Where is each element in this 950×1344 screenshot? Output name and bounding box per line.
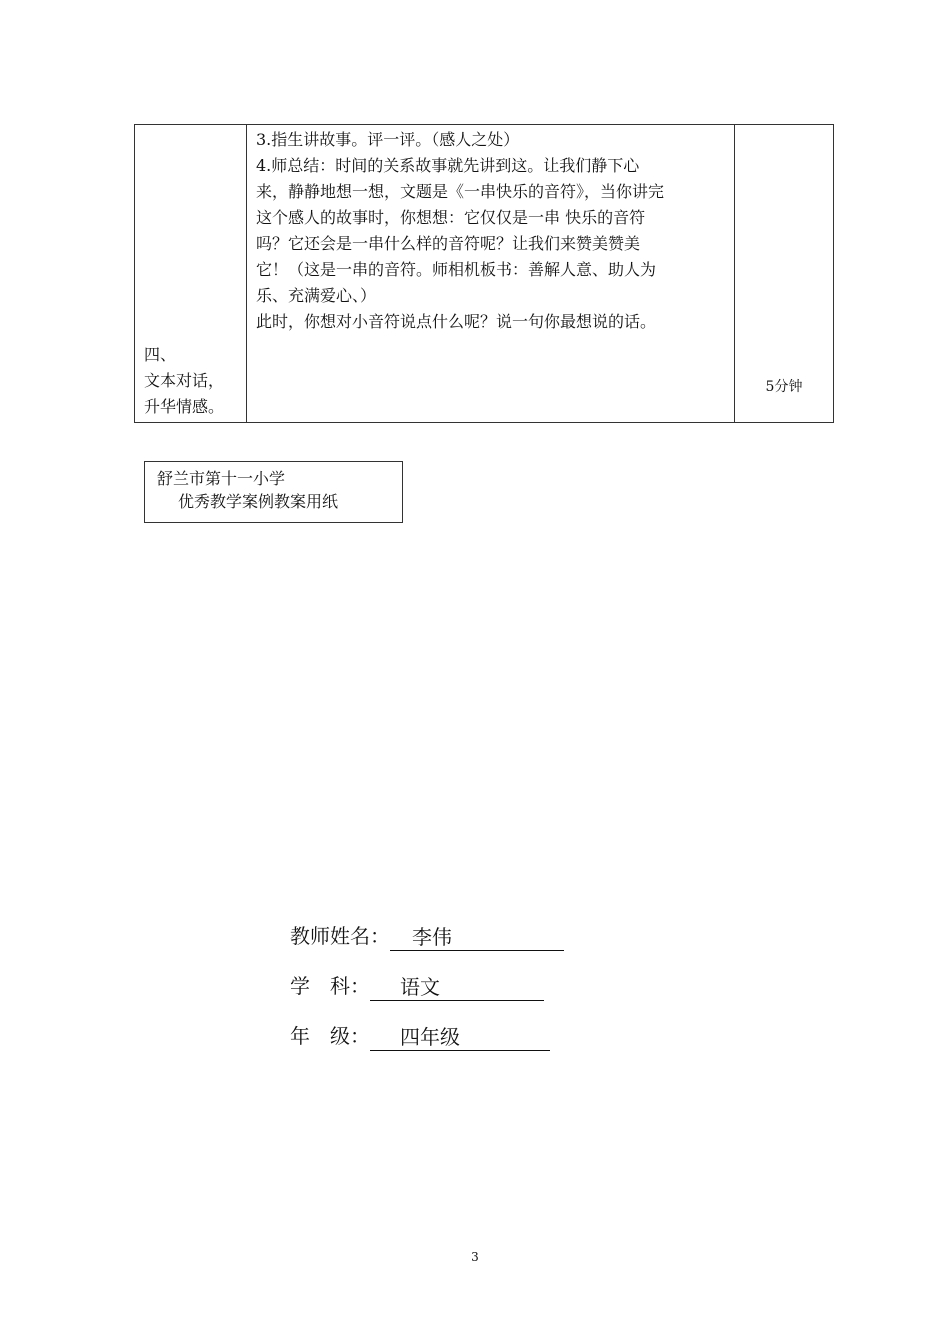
stage-text [144,342,224,420]
school-name: 舒兰市第十一小学 [157,469,286,488]
grade-row [290,1021,550,1051]
content-line: 它！（这是一串的音符。师相机板书：善解人意、助人为 [256,260,657,279]
subject-label: 学 科： [290,974,370,998]
lesson-table [134,124,834,423]
stage-line: 升华情感。 [144,397,225,416]
subject-value: 语文 [400,975,440,999]
teacher-value-field [390,924,564,951]
content-line: 4.师总结：时间的关系故事就先讲到这。让我们静下心 [256,156,640,175]
content-line: 吗？它还会是一串什么样的音符呢？让我们来赞美赞美 [256,234,641,253]
time-text: 5分钟 [765,379,803,395]
paper-name: 优秀教学案例教案用纸 [178,492,339,511]
content-line: 来，静静地想一想，文题是《一串快乐的音符》，当你讲完 [256,182,665,201]
content-line: 这个感人的故事时，你想想：它仅仅是一串 快乐的音符 [256,208,646,227]
teacher-value: 李伟 [412,925,452,949]
grade-value-field [370,1024,550,1051]
content-line: 此时，你想对小音符说点什么呢？说一句你最想说的话。 [256,312,657,331]
grade-label: 年 级： [290,1024,370,1048]
stage-line: 文本对话， [144,371,225,390]
content-cell [247,125,735,422]
subject-row [290,971,544,1001]
teacher-row [290,921,564,951]
subject-value-field [370,974,544,1001]
school-box [144,461,403,523]
content-line: 乐、充满爱心、） [256,286,377,305]
content-text [256,127,732,335]
stage-line: 四、 [144,345,177,364]
stage-cell [135,125,247,422]
page-number: 3 [471,1250,479,1264]
time-cell [735,125,833,422]
grade-value: 四年级 [400,1025,460,1049]
teacher-label: 教师姓名： [290,924,390,948]
content-line: 3.指生讲故事。评一评。（感人之处） [256,130,520,149]
